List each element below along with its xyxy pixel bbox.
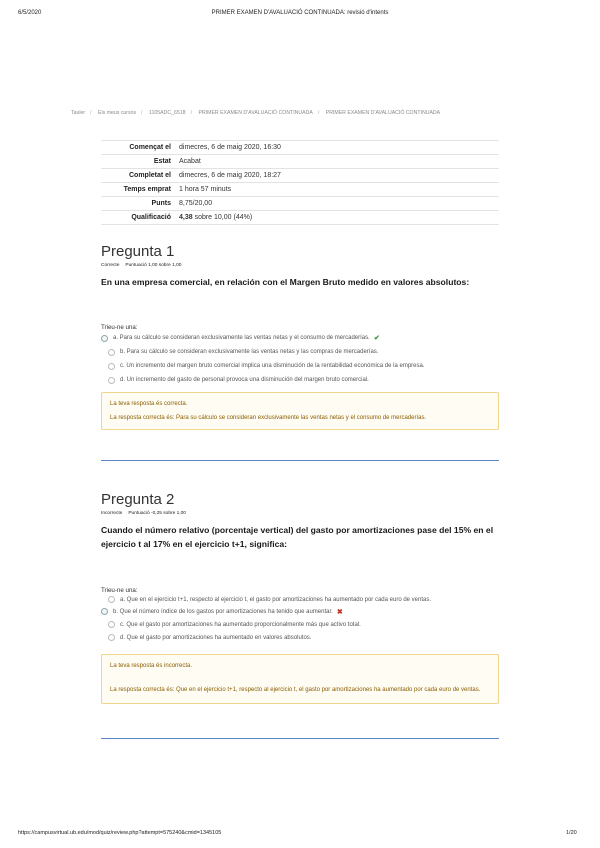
feedback-box — [101, 392, 499, 430]
answer-option-c[interactable] — [101, 359, 499, 373]
radio-button[interactable] — [108, 596, 115, 603]
question-text: Cuando el número relativo (porcentaje vertical) del gasto por amortizaciones pase del 15% en el ejercicio t al 17% en el ejercicio t+1, significa: — [101, 525, 494, 549]
summary-label: Temps emprat — [101, 183, 175, 197]
summary-label: Punts — [101, 197, 175, 211]
answer-option-d[interactable] — [101, 373, 499, 387]
radio-button[interactable] — [108, 377, 115, 384]
option-text: b. Para su cálculo se consideran exclusivamente las ventas netas y las compras de mercaderías. — [120, 349, 379, 355]
summary-label: Qualificació — [101, 211, 175, 225]
radio-button[interactable] — [108, 363, 115, 370]
radio-button[interactable] — [108, 349, 115, 356]
question-2-answers — [101, 587, 499, 644]
question-title: Pregunta 1 — [101, 243, 175, 260]
summary-row-grade — [101, 211, 499, 225]
answer-option-d[interactable] — [101, 631, 499, 644]
summary-label: Estat — [101, 155, 175, 169]
answer-prompt: Trieu-ne una: — [101, 324, 138, 331]
question-text: En una empresa comercial, en relación con el Margen Bruto medido en valores absolutos: — [101, 277, 470, 287]
option-text: a. Para su cálculo se consideran exclusivamente las ventas netas y el consumo de mercaderías. — [113, 335, 370, 341]
breadcrumb-item-quiz[interactable]: PRIMER EXAMEN D'AVALUACIÓ CONTINUADA — [325, 110, 441, 116]
feedback-right-answer: La resposta correcta és: Que en el ejercicio t+1, respecto al ejercicio t, el gasto por amortizaciones ha aumentado por cada euro de ventas. — [110, 687, 481, 693]
question-2 — [101, 491, 499, 551]
summary-row-time-taken — [101, 183, 499, 197]
option-text: d. Un incremento del gasto de personal provoca una disminución del margen bruto comercial. — [120, 377, 369, 383]
summary-row-started — [101, 141, 499, 155]
feedback-result: La teva resposta és correcta. — [110, 401, 188, 407]
option-text: a. Que en el ejercicio t+1, respecto al ejercicio t, el gasto por amortizaciones ha aumentado por cada euro de ventas. — [120, 596, 432, 603]
breadcrumb-item-dashboard[interactable]: Tauler — [71, 110, 86, 116]
summary-label: Completat el — [101, 169, 175, 183]
question-score: Puntuació -0,25 sobre 1,00 — [128, 511, 186, 516]
radio-button[interactable] — [108, 634, 115, 641]
question-status: Correcte — [101, 263, 120, 268]
question-status: Incorrecte — [101, 511, 123, 516]
question-divider — [101, 460, 499, 461]
summary-value: dimecres, 6 de maig 2020, 16:30 — [175, 141, 499, 155]
question-score: Puntuació 1,00 sobre 1,00 — [125, 263, 182, 268]
attempt-summary-table — [101, 140, 499, 225]
summary-value: 1 hora 57 minuts — [175, 183, 499, 197]
page-number: 1/20 — [566, 830, 577, 836]
feedback-box — [101, 654, 499, 704]
summary-label: Començat el — [101, 141, 175, 155]
incorrect-cross-icon: ✖ — [336, 608, 343, 616]
radio-button[interactable] — [101, 335, 108, 342]
feedback-right-answer: La resposta correcta és: Para su cálculo se consideran exclusivamente las ventas netas y el consumo de mercaderías. — [110, 415, 427, 421]
correct-check-icon: ✔ — [373, 335, 380, 342]
print-date: 6/5/2020 — [18, 10, 42, 16]
answer-option-b[interactable] — [101, 345, 499, 359]
question-divider — [101, 738, 499, 739]
question-title: Pregunta 2 — [101, 491, 175, 508]
grade-value: 4,38 — [179, 214, 193, 221]
summary-value: 8,75/20,00 — [175, 197, 499, 211]
summary-value: dimecres, 6 de maig 2020, 18:27 — [175, 169, 499, 183]
radio-button[interactable] — [101, 608, 108, 615]
breadcrumb-item-section[interactable]: PRIMER EXAMEN D'AVALUACIÓ CONTINUADA — [198, 110, 313, 116]
summary-value — [175, 211, 499, 225]
answer-option-b[interactable] — [101, 605, 499, 618]
summary-row-state — [101, 155, 499, 169]
option-text: b. Que el número índice de los gastos por amortizaciones ha tenido que aumentar. — [113, 608, 333, 615]
feedback-result: La teva resposta és incorrecta. — [110, 663, 193, 669]
answer-prompt: Trieu-ne una: — [101, 587, 138, 594]
print-url: https://campusvirtual.ub.edu/mod/quiz/review.php?attempt=575240&cmid=1345105 — [18, 830, 222, 836]
question-1 — [101, 243, 499, 289]
answer-option-a[interactable] — [101, 594, 499, 605]
print-title: PRIMER EXAMEN D'AVALUACIÓ CONTINUADA: revisió d'intents — [211, 10, 389, 16]
summary-row-marks — [101, 197, 499, 211]
summary-row-completed — [101, 169, 499, 183]
radio-button[interactable] — [108, 621, 115, 628]
grade-rest: sobre 10,00 (44%) — [192, 214, 253, 221]
answer-option-c[interactable] — [101, 618, 499, 631]
option-text: c. Que el gasto por amortizaciones ha aumentado proporcionalmente más que activo total. — [120, 621, 361, 628]
breadcrumb-item-my-courses[interactable]: Els meus cursos — [98, 110, 137, 116]
summary-value: Acabat — [175, 155, 499, 169]
option-text: d. Que el gasto por amortizaciones ha aumentado en valores absolutos. — [120, 634, 312, 641]
breadcrumb: Tauler / Els meus cursos / 1105ADC_6518 / PRIMER EXAMEN D'AVALUACIÓ CONTINUADA / PRIMER EXAMEN D'AVALUACIÓ CONTINUADA — [71, 110, 441, 116]
answer-option-a[interactable] — [101, 331, 499, 345]
breadcrumb-item-course[interactable]: 1105ADC_6518 — [149, 110, 186, 116]
question-1-answers — [101, 324, 499, 387]
option-text: c. Un incremento del margen bruto comercial implica una disminución de la rentabilidad económica de la empresa. — [120, 363, 425, 369]
